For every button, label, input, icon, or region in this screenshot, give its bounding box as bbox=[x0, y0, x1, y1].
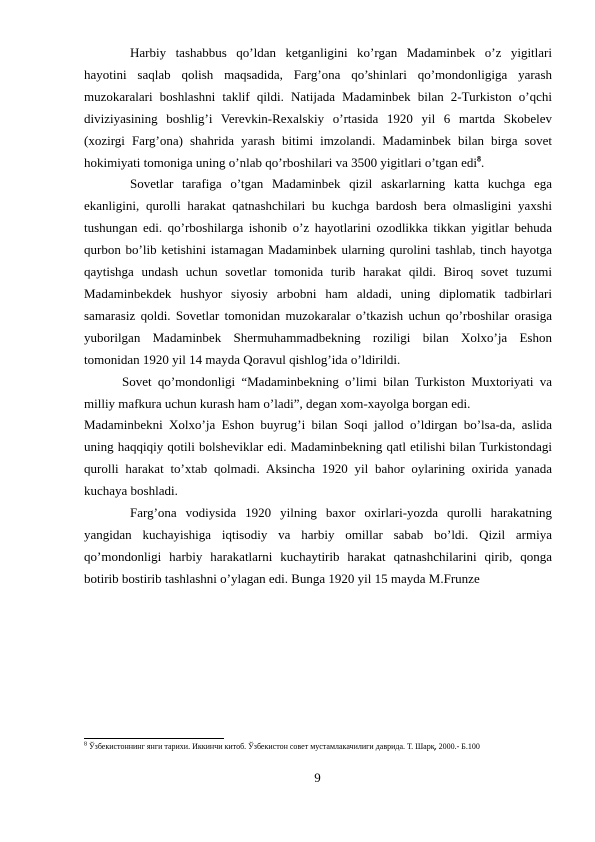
page-body bbox=[84, 42, 552, 590]
paragraph-3: Sovet qo’mondonligi “Madaminbekning o’limi bilan Turkiston Muxtoriyati va milliy mafkura uchun kurash ham o’ladi”, degan xom-xayolga borgan edi. bbox=[84, 373, 552, 411]
footnote-reference[interactable]: 8 bbox=[476, 154, 481, 164]
paragraph-1: Harbiy tashabbus qo’ldan ketganligini ko’rgan Madaminbek o’z yigitlari hayotini saqlab qolish maqsadida, Farg’ona qo’shinlari qo’mondonligiga yarash muzokaralari boshlashni taklif qildi. Natijada Madaminbek bilan 2-Turkiston o’qchi diviziyasining boshlig’i Verevkin-Rexalskiy o’rtasida 1920 yil 6 martda Skobelev (xozirgi Farg’ona) shahrida yarash bitimi imzolandi. Madaminbek bilan birga sovet hokimiyati tomoniga uning o’nlab qo’rboshilari va 3500 yigitlari o’tgan edi$^8$. bbox=[84, 45, 552, 170]
paragraph-1-text: Harbiy tashabbus qo’ldan ketganligini ko’rgan Madaminbek o’z yigitlari hayotini saqlab qolish maqsadida, Farg’ona qo’shinlari qo’mondonligiga yarash muzokaralari boshlashni taklif qildi. Natijada Madaminbek bilan 2-Turkiston o’qchi diviziyasining boshlig’i Verevkin-Rexalskiy o’rtasida 1920 yil 6 martda Skobelev (xozirgi Farg’ona) shahrida yarash bitimi imzolandi. Madaminbek bilan birga sovet hokimiyati tomoniga uning o’nlab qo’rboshilari va 3500 yigitlari o’tgan edi bbox=[84, 45, 552, 170]
paragraph-5: Farg’ona vodiysida 1920 yilning baxor oxirlari-yozda qurolli harakatning yangidan kuchayishiga iqtisodiy va harbiy omillar sabab bo’ldi. Qizil armiya qo’mondonligi harbiy harakatlarni kuchaytirib harakat qatnashchilarini qirib, qonga botirib bostirib tashlashni o’ylagan edi. Bunga 1920 yil 15 mayda M.Frunze bbox=[84, 505, 552, 586]
paragraph-2: Sovetlar tarafiga o’tgan Madaminbek qizil askarlarning katta kuchga ega ekanligini, qurolli harakat qatnashchilari bu kuchga bardosh bera olmasligini yaxshi tushungan edi. qo’rboshilarga ishonib o’z hayotlarini ozodlikka tikkan yigitlar behuda qurbon bo’lib ketishini istamagan Madaminbek ularning qurolini tashlab, tinch hayotga qaytishga undash uchun sovetlar tomonida turib harakat qildi. Biroq sovet tuzumi Madaminbekdek hushyor siyosiy arbobni ham aldadi, uning diplomatik tadbirlari samarasiz qoldi. Sovetlar tomonidan muzokaralar o’tkazish uchun qo’rboshilar orasiga yuborilgan Madaminbek Shermuhammadbekning roziligi bilan Xolxo’ja Eshon tomonidan 1920 yil 14 mayda Qoravul qishlog’ida o’ldirildi. bbox=[84, 176, 552, 367]
paragraph-4: Madaminbekni Xolxo’ja Eshon buyrug’i bilan Soqi jallod o’ldirgan bo’lsa-da, aslida uning haqqiqiy qotili bolsheviklar edi. Madaminbekning qatl etilishi bilan Turkistondagi qurolli harakat to’xtab qolmadi. Aksincha 1920 yil bahor oylarining oxirida yanada kuchaya boshladi. bbox=[84, 417, 552, 499]
footnote-text: Ўзбекистоннинг янги тарихи. Иккинчи китоб. Ўзбекистон совет мустамлакачилиги даврида. Т. Шарқ, 2000.- Б.100 bbox=[89, 742, 480, 751]
footnote-marker: 8 bbox=[84, 741, 87, 748]
footnote-divider bbox=[84, 738, 224, 739]
footnote bbox=[84, 741, 552, 752]
page-number: 9 bbox=[314, 770, 321, 785]
